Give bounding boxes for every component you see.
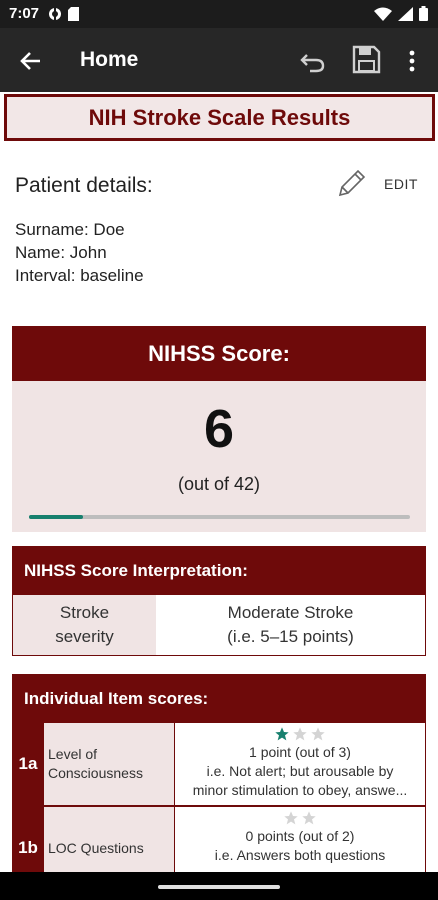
patient-info bbox=[15, 218, 144, 287]
app-bar bbox=[0, 28, 438, 92]
back-arrow-icon bbox=[16, 46, 46, 76]
results-title: NIH Stroke Scale Results bbox=[88, 104, 351, 130]
status-bar bbox=[0, 0, 438, 28]
patient-interval: Interval: baseline bbox=[15, 266, 144, 285]
sync-icon bbox=[48, 7, 62, 21]
item-score-text: 0 points (out of 2) bbox=[245, 828, 355, 844]
signal-icon bbox=[398, 7, 413, 21]
item-stars bbox=[175, 725, 425, 743]
edit-patient-button[interactable] bbox=[334, 166, 424, 202]
interpretation-value-line1: Moderate Stroke bbox=[227, 603, 354, 622]
star-empty-icon bbox=[283, 810, 299, 826]
item-scores-card bbox=[12, 674, 426, 872]
sim-card-icon bbox=[68, 7, 79, 21]
status-time: 7:07 bbox=[9, 5, 40, 22]
save-icon bbox=[351, 44, 381, 74]
undo-button[interactable] bbox=[298, 46, 328, 76]
save-button[interactable] bbox=[351, 44, 381, 74]
item-name-line1: Level of bbox=[48, 746, 98, 762]
interpretation-card bbox=[12, 546, 426, 656]
item-detail bbox=[175, 807, 425, 872]
item-name-line1: LOC Questions bbox=[48, 839, 144, 856]
system-nav-bar bbox=[0, 872, 438, 900]
star-empty-icon bbox=[301, 810, 317, 826]
nihss-score-max: (out of 42) bbox=[177, 474, 261, 494]
item-desc-line2: minor stimulation to obey, answe... bbox=[192, 782, 408, 798]
item-desc-line1: i.e. Not alert; but arousable by bbox=[206, 763, 394, 779]
pencil-icon bbox=[334, 167, 368, 201]
interpretation-heading: NIHSS Score Interpretation: bbox=[24, 560, 248, 580]
item-detail bbox=[175, 723, 425, 805]
interpretation-key bbox=[13, 595, 156, 655]
item-scores-heading: Individual Item scores: bbox=[24, 688, 209, 708]
score-progress-fill bbox=[29, 515, 83, 519]
interpretation-value-line2: (i.e. 5–15 points) bbox=[227, 627, 354, 646]
item-number: 1b bbox=[18, 838, 38, 857]
item-score-text: 1 point (out of 3) bbox=[249, 744, 351, 760]
patient-name: Name: John bbox=[15, 243, 107, 262]
interpretation-value bbox=[156, 595, 425, 655]
more-vert-icon bbox=[402, 46, 422, 76]
item-name-line2: Consciousness bbox=[48, 765, 143, 781]
item-name bbox=[44, 723, 174, 805]
edit-label: EDIT bbox=[384, 176, 418, 192]
interpretation-key-line1: Stroke bbox=[59, 603, 110, 622]
battery-icon bbox=[419, 6, 428, 21]
interpretation-key-line2: severity bbox=[55, 627, 114, 646]
results-content[interactable] bbox=[0, 92, 438, 872]
patient-surname: Surname: Doe bbox=[15, 220, 125, 239]
item-row-1b[interactable] bbox=[12, 807, 426, 872]
interpretation-row bbox=[13, 595, 425, 655]
back-button[interactable] bbox=[16, 46, 46, 76]
item-name bbox=[44, 807, 174, 872]
nihss-score-card bbox=[12, 326, 426, 532]
nihss-score-heading: NIHSS Score: bbox=[12, 326, 426, 381]
item-desc-line1: i.e. Answers both questions bbox=[214, 847, 386, 863]
home-gesture-handle[interactable] bbox=[158, 885, 280, 889]
more-options-button[interactable] bbox=[402, 46, 422, 76]
app-bar-title: Home bbox=[80, 48, 139, 71]
star-empty-icon bbox=[292, 726, 308, 742]
results-header bbox=[4, 94, 435, 141]
star-empty-icon bbox=[310, 726, 326, 742]
item-number: 1a bbox=[18, 754, 38, 773]
item-stars bbox=[175, 809, 425, 827]
score-progress-bar bbox=[29, 515, 410, 519]
nihss-score-value: 6 bbox=[203, 399, 235, 459]
item-row-1a[interactable] bbox=[12, 723, 426, 805]
patient-details-heading: Patient details: bbox=[15, 174, 153, 197]
wifi-icon bbox=[374, 7, 392, 21]
star-filled-icon bbox=[274, 726, 290, 742]
undo-icon bbox=[298, 46, 328, 76]
